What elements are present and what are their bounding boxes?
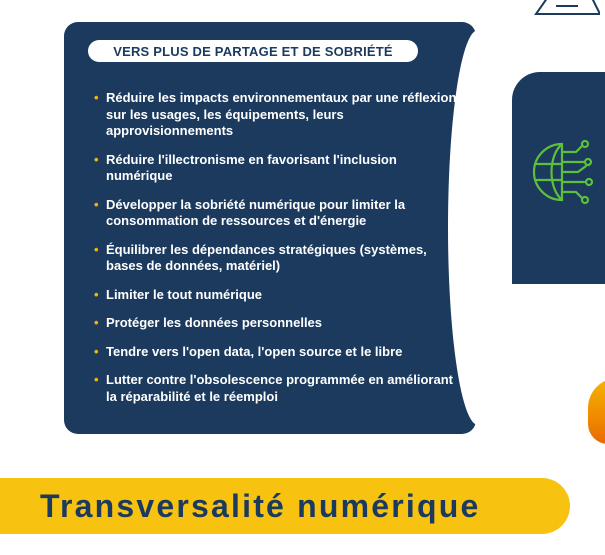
list-item — [94, 90, 464, 140]
list-item-text: Réduire l'illectronisme en favorisant l'inclusion numérique — [106, 151, 397, 183]
orange-decoration — [588, 378, 605, 444]
digital-globe-circuit-icon — [532, 138, 602, 208]
list-item — [94, 242, 464, 275]
bullet-icon: • — [94, 372, 99, 387]
list-item-text: Développer la sobriété numérique pour limiter la consommation de ressources et d'énergie — [106, 196, 406, 228]
list-item — [94, 344, 464, 361]
list-item — [94, 372, 464, 405]
bottom-banner — [0, 478, 570, 534]
card-title: VERS PLUS DE PARTAGE ET DE SOBRIÉTÉ — [88, 40, 418, 62]
list-item-text: Lutter contre l'obsolescence programmée en améliorant la réparabilité et le réemploi — [106, 372, 453, 404]
list-item — [94, 287, 464, 304]
bullet-icon: • — [94, 151, 99, 167]
list-item — [94, 152, 464, 185]
list-item-text: Protéger les données personnelles — [106, 315, 323, 330]
side-panel-tail — [512, 240, 554, 284]
bullet-list — [94, 90, 464, 417]
bullet-icon: • — [94, 286, 99, 302]
bullet-icon: • — [94, 343, 99, 359]
list-item-text: Tendre vers l'open data, l'open source et le libre — [106, 343, 403, 359]
list-item-text: Réduire les impacts environnementaux par une réflexion sur les usages, les équipements, leurs approvisionnements — [106, 90, 457, 138]
list-item — [94, 315, 464, 332]
list-item-text: Limiter le tout numérique — [106, 286, 263, 302]
bullet-icon: • — [94, 315, 99, 330]
bullet-icon: • — [94, 196, 99, 212]
list-item — [94, 197, 464, 230]
top-decoration-icon — [530, 0, 600, 18]
banner-title: Transversalité numérique — [40, 487, 481, 524]
list-item-text: Équilibrer les dépendances stratégiques (systèmes, bases de données, matériel) — [106, 241, 427, 273]
bullet-icon: • — [94, 90, 99, 105]
bullet-icon: • — [94, 241, 99, 257]
